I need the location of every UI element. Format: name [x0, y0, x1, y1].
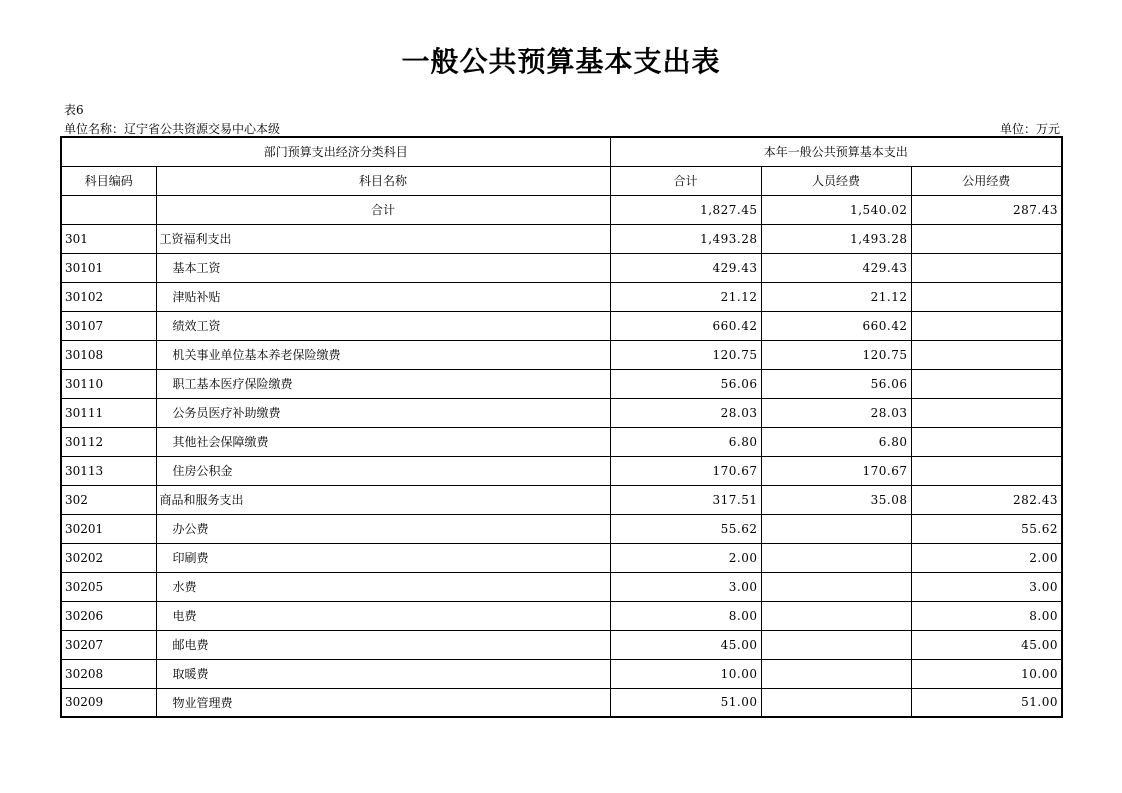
- row-public: 51.00: [911, 688, 1062, 717]
- row-total: 1,493.28: [610, 224, 761, 253]
- row-total: 56.06: [610, 369, 761, 398]
- table-number: 表6: [64, 103, 84, 117]
- row-total: 3.00: [610, 572, 761, 601]
- row-code: 301: [61, 224, 156, 253]
- row-name: 绩效工资: [156, 311, 610, 340]
- header-code: 科目编码: [61, 166, 156, 195]
- row-personnel: [761, 543, 911, 572]
- row-public: [911, 340, 1062, 369]
- table-row: [61, 427, 1062, 456]
- row-public: [911, 456, 1062, 485]
- row-code: 30205: [61, 572, 156, 601]
- row-code: 30207: [61, 630, 156, 659]
- row-public: [911, 369, 1062, 398]
- row-public: 2.00: [911, 543, 1062, 572]
- row-public: [911, 311, 1062, 340]
- row-code: 30112: [61, 427, 156, 456]
- page-title: 一般公共预算基本支出表: [401, 45, 721, 78]
- table-row: [61, 688, 1062, 717]
- row-code: 30202: [61, 543, 156, 572]
- row-name: 基本工资: [156, 253, 610, 282]
- row-total: 429.43: [610, 253, 761, 282]
- row-total: 2.00: [610, 543, 761, 572]
- row-personnel: 35.08: [761, 485, 911, 514]
- header-group-row: [61, 137, 1062, 166]
- row-public: 45.00: [911, 630, 1062, 659]
- row-total: 6.80: [610, 427, 761, 456]
- row-personnel: [761, 630, 911, 659]
- row-personnel: 660.42: [761, 311, 911, 340]
- row-code: 30208: [61, 659, 156, 688]
- row-personnel: 56.06: [761, 369, 911, 398]
- row-code: 30101: [61, 253, 156, 282]
- row-name: 职工基本医疗保险缴费: [156, 369, 610, 398]
- total-public: 287.43: [911, 195, 1062, 224]
- total-label: 合计: [156, 195, 610, 224]
- row-public: [911, 253, 1062, 282]
- row-name: 物业管理费: [156, 688, 610, 717]
- header-group-basic-expenditure: 本年一般公共预算基本支出: [610, 137, 1062, 166]
- table-row: [61, 572, 1062, 601]
- table-row: [61, 659, 1062, 688]
- row-code: 30108: [61, 340, 156, 369]
- currency-unit: 单位：万元: [999, 122, 1060, 136]
- row-code: 30107: [61, 311, 156, 340]
- table-row: [61, 253, 1062, 282]
- row-code: 30110: [61, 369, 156, 398]
- table-row: [61, 514, 1062, 543]
- row-name: 工资福利支出: [156, 224, 610, 253]
- row-code: 30201: [61, 514, 156, 543]
- row-total: 45.00: [610, 630, 761, 659]
- row-public: [911, 427, 1062, 456]
- row-code: 30102: [61, 282, 156, 311]
- row-name: 机关事业单位基本养老保险缴费: [156, 340, 610, 369]
- row-personnel: 1,493.28: [761, 224, 911, 253]
- row-total: 660.42: [610, 311, 761, 340]
- row-public: 282.43: [911, 485, 1062, 514]
- row-name: 商品和服务支出: [156, 485, 610, 514]
- table-row: [61, 282, 1062, 311]
- row-code: 30206: [61, 601, 156, 630]
- row-public: [911, 398, 1062, 427]
- table-row: [61, 224, 1062, 253]
- row-personnel: [761, 514, 911, 543]
- header-group-classification: 部门预算支出经济分类科目: [61, 137, 610, 166]
- row-code: 30111: [61, 398, 156, 427]
- row-name: 取暖费: [156, 659, 610, 688]
- row-code: 302: [61, 485, 156, 514]
- table-row: [61, 485, 1062, 514]
- row-personnel: [761, 572, 911, 601]
- row-public: 8.00: [911, 601, 1062, 630]
- row-public: 3.00: [911, 572, 1062, 601]
- table-row: [61, 543, 1062, 572]
- unit-name: 单位名称：辽宁省公共资源交易中心本级: [64, 122, 281, 136]
- header-personnel: 人员经费: [761, 166, 911, 195]
- table-row: [61, 398, 1062, 427]
- row-name: 印刷费: [156, 543, 610, 572]
- table-row: [61, 369, 1062, 398]
- row-personnel: [761, 688, 911, 717]
- row-name: 其他社会保障缴费: [156, 427, 610, 456]
- row-code: 30113: [61, 456, 156, 485]
- row-total: 28.03: [610, 398, 761, 427]
- row-personnel: 429.43: [761, 253, 911, 282]
- row-personnel: [761, 601, 911, 630]
- row-total: 8.00: [610, 601, 761, 630]
- row-name: 津贴补贴: [156, 282, 610, 311]
- table-row: [61, 456, 1062, 485]
- row-total: 317.51: [610, 485, 761, 514]
- row-personnel: 6.80: [761, 427, 911, 456]
- row-name: 办公费: [156, 514, 610, 543]
- total-row: [61, 195, 1062, 224]
- row-total: 21.12: [610, 282, 761, 311]
- row-name: 住房公积金: [156, 456, 610, 485]
- row-total: 51.00: [610, 688, 761, 717]
- row-name: 公务员医疗补助缴费: [156, 398, 610, 427]
- row-personnel: 21.12: [761, 282, 911, 311]
- header-name: 科目名称: [156, 166, 610, 195]
- row-personnel: 28.03: [761, 398, 911, 427]
- table-row: [61, 630, 1062, 659]
- row-total: 10.00: [610, 659, 761, 688]
- row-personnel: [761, 659, 911, 688]
- total-personnel: 1,540.02: [761, 195, 911, 224]
- row-name: 电费: [156, 601, 610, 630]
- row-public: [911, 224, 1062, 253]
- row-public: 55.62: [911, 514, 1062, 543]
- row-total: 55.62: [610, 514, 761, 543]
- row-total: 120.75: [610, 340, 761, 369]
- row-personnel: 170.67: [761, 456, 911, 485]
- row-name: 水费: [156, 572, 610, 601]
- row-code: 30209: [61, 688, 156, 717]
- row-personnel: 120.75: [761, 340, 911, 369]
- total-amount: 1,827.45: [610, 195, 761, 224]
- row-name: 邮电费: [156, 630, 610, 659]
- header-public: 公用经费: [911, 166, 1062, 195]
- budget-table: [60, 136, 1063, 718]
- row-public: [911, 282, 1062, 311]
- total-code-cell: [61, 195, 156, 224]
- row-public: 10.00: [911, 659, 1062, 688]
- header-column-row: [61, 166, 1062, 195]
- table-row: [61, 340, 1062, 369]
- row-total: 170.67: [610, 456, 761, 485]
- table-row: [61, 311, 1062, 340]
- table-row: [61, 601, 1062, 630]
- header-total: 合计: [610, 166, 761, 195]
